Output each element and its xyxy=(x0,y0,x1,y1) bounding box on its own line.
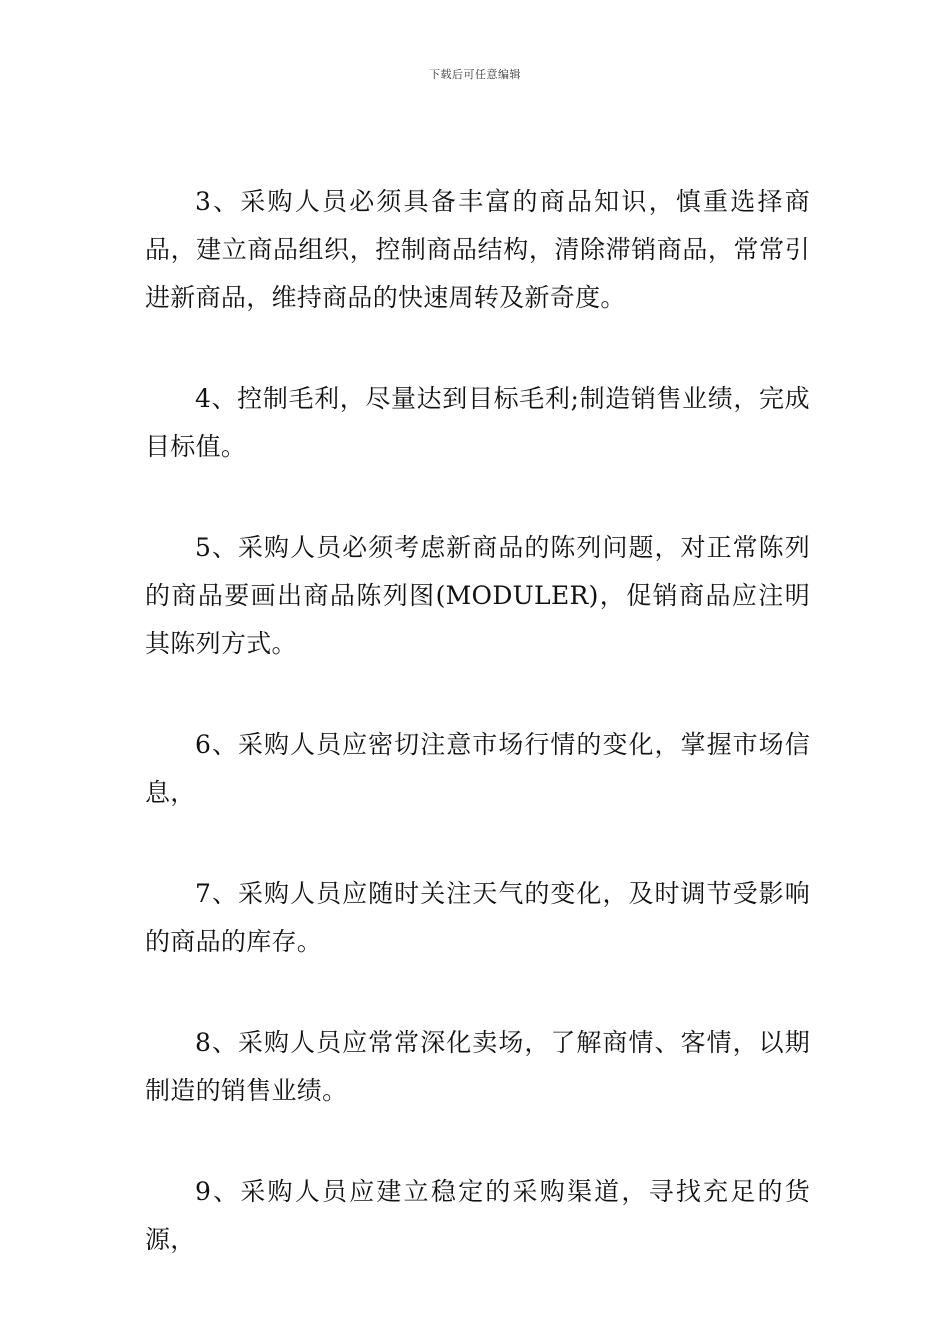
paragraph-item-8: 8、采购人员应常常深化卖场，了解商情、客情，以期制造的销售业绩。 xyxy=(145,1028,810,1105)
paragraph-item-9: 9、采购人员应建立稳定的采购渠道，寻找充足的货源， xyxy=(145,1177,810,1254)
document-body xyxy=(145,178,810,1317)
paragraph-item-5: 5、采购人员必须考虑新商品的陈列问题，对正常陈列的商品要画出商品陈列图(MODULER)，促销商品应注明其陈列方式。 xyxy=(145,533,810,658)
paragraph-item-6: 6、采购人员应密切注意市场行情的变化，掌握市场信息， xyxy=(145,730,810,807)
paragraph-item-7: 7、采购人员应随时关注天气的变化，及时调节受影响的商品的库存。 xyxy=(145,879,810,956)
paragraph-item-3: 3、采购人员必须具备丰富的商品知识，慎重选择商品，建立商品组织，控制商品结构，清除滞销商品，常常引进新商品，维持商品的快速周转及新奇度。 xyxy=(145,187,810,312)
page-header: 下载后可任意编辑 xyxy=(429,68,521,81)
paragraph-item-4: 4、控制毛利，尽量达到目标毛利;制造销售业绩，完成目标值。 xyxy=(145,384,810,461)
